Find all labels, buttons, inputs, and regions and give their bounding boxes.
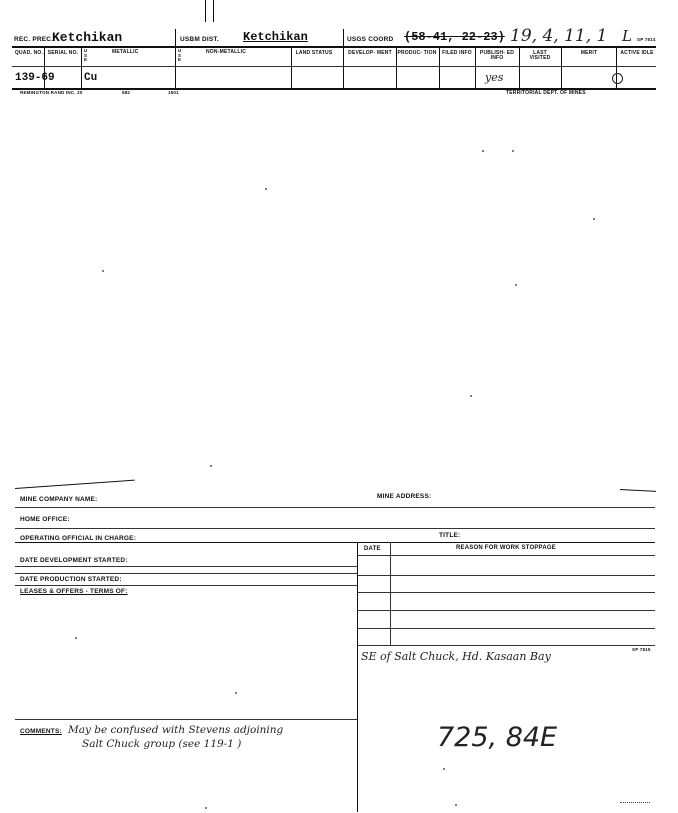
col-divider [175, 29, 176, 88]
form-rule [15, 528, 655, 529]
printer-code: 682 [122, 90, 131, 95]
printer-imprint: REMINGTON RAND INC. 20 [20, 90, 83, 95]
speck [593, 218, 595, 220]
form-rule [15, 566, 357, 567]
reason-label: REASON FOR WORK STOPPAGE [456, 545, 556, 551]
usbm-dist-label: USBM DIST. [180, 36, 219, 43]
date-development-label: DATE DEVELOPMENT STARTED: [20, 557, 128, 564]
usgs-coord-label: USGS COORD [347, 36, 394, 43]
col-divider [396, 47, 397, 88]
form-number-back: SP 7815 [632, 647, 651, 652]
punch-mark [213, 0, 214, 22]
punch-mark [205, 0, 206, 22]
handwritten-number: 725, 84E [437, 722, 558, 753]
coord-handwritten: 19, 4, 11, 1 [510, 26, 608, 46]
title-label: TITLE: [439, 532, 461, 539]
usgs-coord-value: (58-41, 22-23) [404, 30, 505, 44]
date-label: DATE [364, 546, 381, 552]
col-quad-no: QUAD. NO. [14, 50, 44, 56]
form-rule [15, 542, 655, 543]
comments-line-2: Salt Chuck group (see 119-1 ) [82, 738, 242, 750]
column-divider [357, 542, 358, 812]
speck [102, 270, 104, 272]
col-last-visited: LAST VISITED [529, 50, 551, 61]
speck [210, 465, 212, 467]
col-metallic-use: U S E [84, 48, 88, 62]
col-metallic: METALLIC [112, 49, 139, 55]
form-rule [15, 585, 357, 586]
mine-address-label: MINE ADDRESS: [377, 493, 432, 500]
table-rule [357, 610, 655, 611]
speck [470, 395, 472, 397]
col-divider [439, 47, 440, 88]
card-edge-line [620, 489, 656, 492]
col-divider [343, 29, 344, 88]
rec-prec-label: REC. PREC. [14, 36, 54, 43]
col-divider [519, 47, 520, 88]
col-divider [81, 47, 82, 88]
speck [482, 150, 484, 152]
col-serial-no: SERIAL NO. [47, 50, 79, 56]
speck [75, 637, 77, 639]
speck [443, 768, 445, 770]
location-note: SE of Salt Chuck, Hd. Kasaan Bay [361, 650, 551, 663]
table-rule [357, 555, 655, 556]
col-development: DEVELOP- MENT [348, 50, 392, 56]
col-published-info: PUBLISH- ED INFO [479, 50, 515, 61]
mine-company-name-label: MINE COMPANY NAME: [20, 496, 98, 503]
usbm-dist-value: Ketchikan [243, 30, 308, 44]
table-rule [357, 575, 655, 576]
table-rule [357, 592, 655, 593]
col-divider [561, 47, 562, 88]
speck-line [620, 802, 650, 803]
col-merit: MERIT [580, 50, 598, 56]
col-nonmetallic: NON-METALLIC [206, 49, 247, 55]
speck [265, 188, 267, 190]
column-divider [390, 542, 391, 645]
header-rule [12, 46, 656, 48]
speck [512, 150, 514, 152]
rec-prec-value: Ketchikan [52, 30, 123, 45]
table-rule [357, 628, 655, 629]
printer-code: 1501 [168, 90, 179, 95]
col-active-idle: ACTIVE IDLE [620, 50, 654, 56]
coord-letter: L [622, 27, 632, 45]
col-filed-info: FILED INFO [442, 50, 472, 56]
col-land-status: LAND STATUS [295, 50, 333, 56]
active-circle-mark [612, 73, 623, 84]
comments-rule [15, 719, 357, 720]
form-number: SP 7814 [637, 37, 656, 42]
home-office-label: HOME OFFICE: [20, 516, 70, 523]
quad-serial-value: 139-69 [15, 72, 55, 84]
operating-official-label: OPERATING OFFICIAL IN CHARGE: [20, 535, 137, 542]
card-edge-line [15, 480, 135, 489]
col-production: PRODUC- TION [397, 50, 437, 56]
speck [515, 284, 517, 286]
speck [205, 807, 207, 809]
col-divider [475, 47, 476, 88]
col-nonmetallic-use: U S E [178, 48, 182, 62]
date-production-label: DATE PRODUCTION STARTED: [20, 576, 122, 583]
table-rule [357, 645, 655, 646]
leases-label: LEASES & OFFERS - TERMS OF: [20, 588, 128, 595]
form-rule [15, 573, 357, 574]
speck [455, 804, 457, 806]
speck [235, 692, 237, 694]
dept-imprint: TERRITORIAL DEPT. OF MINES [506, 90, 586, 96]
comments-line-1: May be confused with Stevens adjoining [68, 724, 284, 736]
published-info-value: yes [485, 71, 504, 84]
column-header-rule [12, 66, 656, 67]
form-rule [15, 507, 655, 508]
metallic-value: Cu [84, 72, 98, 84]
comments-label: COMMENTS: [20, 728, 62, 735]
col-divider [291, 47, 292, 88]
